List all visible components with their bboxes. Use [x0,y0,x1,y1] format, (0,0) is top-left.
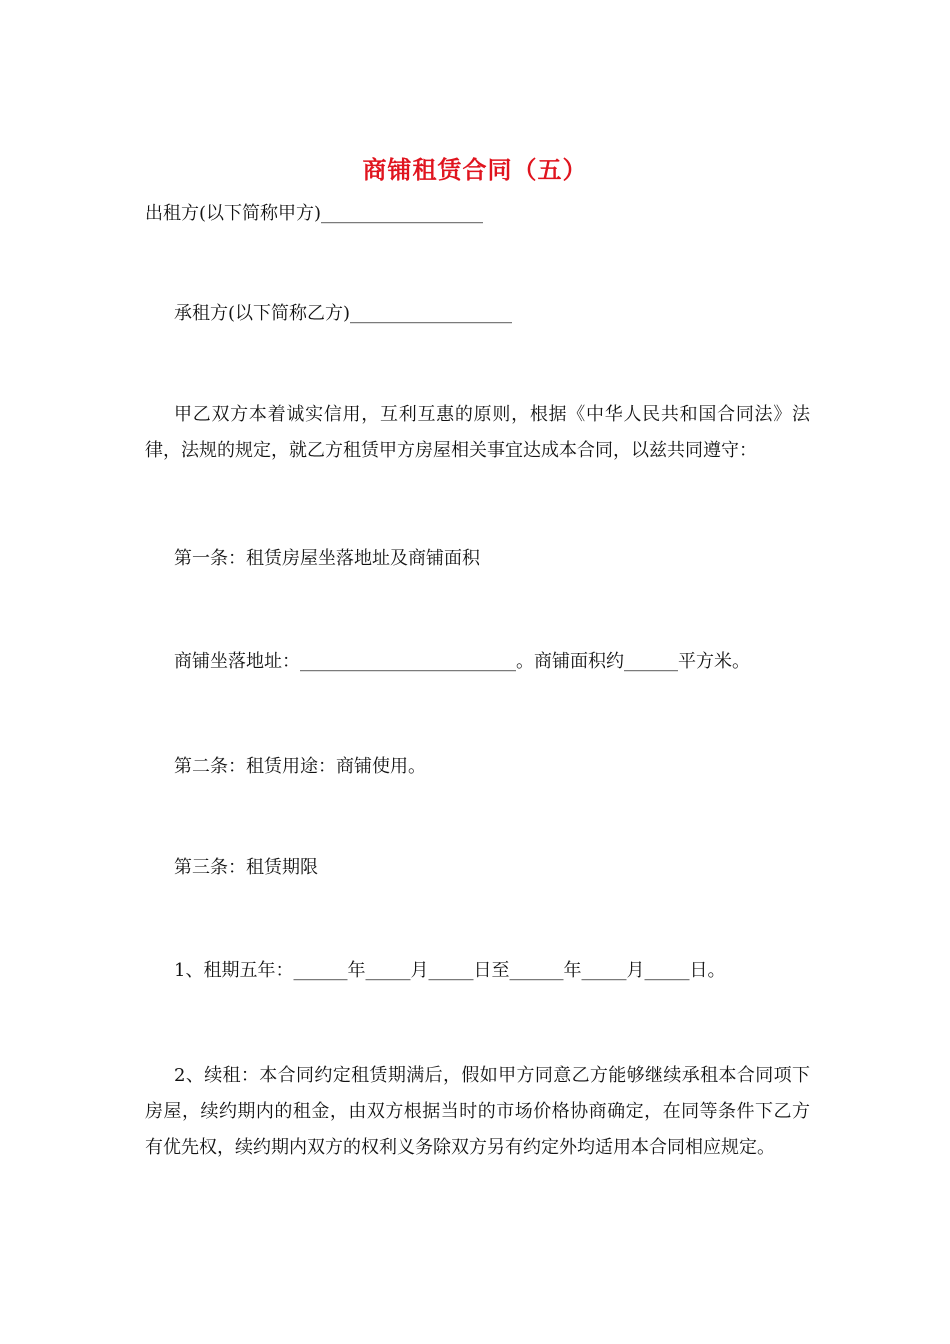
article-1-address: 商铺坐落地址：________________________。商铺面积约______平方米。 [174,651,750,672]
article-3-item-2: 2、续租：本合同约定租赁期满后，假如甲方同意乙方能够继续承租本合同项下房屋，续约期内的租金，由双方根据当时的市场价格协商确定，在同等条件下乙方有优先权，续约期内双方的权利义务除双方另有约定外均适用本合同相应规定。 [145,1065,810,1158]
lessor-line: 出租方(以下简称甲方)__________________ [145,203,484,224]
article-3-item-1: 1、租期五年：______年_____月_____日至______年_____月_____日。 [174,960,726,981]
lessee-line: 承租方(以下简称乙方)__________________ [174,303,513,324]
preamble-paragraph: 甲乙双方本着诚实信用，互利互惠的原则，根据《中华人民共和国合同法》法律，法规的规定，就乙方租赁甲方房屋相关事宜达成本合同，以兹共同遵守： [145,404,810,461]
document-title: 商铺租赁合同（五） [362,155,588,184]
article-2: 第二条：租赁用途：商铺使用。 [174,756,426,777]
article-3-heading: 第三条：租赁期限 [174,857,318,878]
article-1-heading: 第一条：租赁房屋坐落地址及商铺面积 [174,548,480,569]
